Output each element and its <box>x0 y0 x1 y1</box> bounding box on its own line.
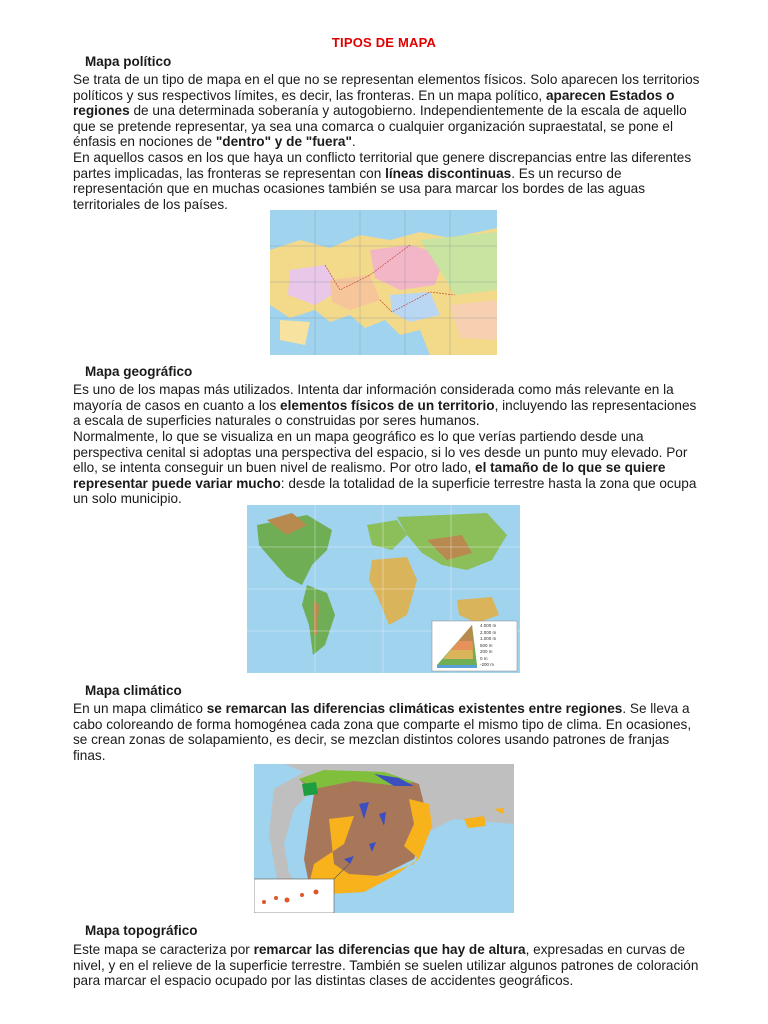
text-run: , incluyendo las representaciones a escala de superficies naturales o construidas por seres humanos. <box>73 397 697 429</box>
emphasis-text: se remarcan las diferencias climáticas existentes entre regiones <box>206 701 623 716</box>
document-title: TIPOS DE MAPA <box>331 35 437 50</box>
elevation-legend-labels <box>480 623 518 669</box>
legend-label: 1.000 m <box>480 636 497 641</box>
text-run: Este mapa se caracteriza por <box>73 942 254 957</box>
legend-label: -200 m <box>480 662 495 667</box>
emphasis-text: "dentro" y de "fuera" <box>215 134 352 150</box>
heading-mapa-geografico: Mapa geográfico <box>85 364 193 379</box>
text-run: . Se lleva a cabo coloreando de forma homogénea cada zona que comparte el mismo tipo de clima. En ocasiones, se crean zonas de solapamiento, es decir, se mezclan distintos colores usando patrones de franjas finas. <box>73 701 692 763</box>
political-map-image <box>270 210 497 355</box>
emphasis-text: el tamaño de lo que se quiere representar puede variar mucho <box>73 460 666 491</box>
text-run: Se trata de un tipo de mapa en el que no se representan elementos físicos. Solo aparecen los territorios políticos y sus respectivos límites, es decir, las fronteras. En un mapa político, <box>73 72 700 103</box>
legend-label: 0 m <box>480 655 488 661</box>
text-run: : desde la totalidad de la superficie terrestre hasta la zona que ocupa un solo municipio. <box>73 475 697 507</box>
heading-mapa-politico: Mapa político <box>85 54 172 69</box>
climate-map-image <box>254 764 514 913</box>
paragraph-geografico-2 <box>73 429 701 507</box>
physical-world-map-image <box>247 505 520 673</box>
legend-label: 500 m <box>480 642 493 648</box>
text-run: , expresadas en curvas de nivel, y en el relieve de la superficie terrestre. También se suelen utilizar algunos patrones de coloración para marcar el espacio ocupado por las distintas clases de accidentes geográficos. <box>73 942 699 989</box>
heading-mapa-climatico: Mapa climático <box>85 683 182 698</box>
legend-label: 4.000 m <box>480 623 497 628</box>
text-run: de una determinada soberanía y autogobierno. Independientemente de la escala de aquello que se pretende representar, ya sea una comarca o cualquier organización supraestatal, se pone el énfasis en nociones de <box>73 103 687 150</box>
paragraph-geografico-1 <box>73 382 701 429</box>
heading-mapa-topografico: Mapa topográfico <box>85 923 198 938</box>
text-run: Es uno de los mapas más utilizados. Intenta dar información considerada como más relevante en la mayoría de casos en cuanto a los <box>73 382 674 413</box>
text-run: En un mapa climático <box>73 701 207 716</box>
paragraph-politico-2 <box>73 150 701 212</box>
emphasis-text: aparecen Estados o regiones <box>73 87 675 119</box>
paragraph-topografico-1 <box>73 942 701 989</box>
paragraph-politico-1 <box>73 72 701 150</box>
emphasis-text: remarcar las diferencias que hay de altura <box>253 942 526 957</box>
text-run: En aquellos casos en los que haya un conflicto territorial que genere discrepancias entre las diferentes partes implicadas, las fronteras se representan con <box>73 150 692 181</box>
text-run: Normalmente, lo que se visualiza en un mapa geográfico es lo que verías partiendo desde una perspectiva cenital si adoptas una perspectiva del espacio, si lo ves desde un punto muy elevado. Por ello, se intenta conseguir un buen nivel de realismo. Por otro lado, <box>73 429 688 476</box>
text-run: . <box>351 134 356 150</box>
emphasis-text: líneas discontinuas <box>385 165 512 181</box>
legend-label: 200 m <box>480 649 493 654</box>
text-run: . Es un recurso de representación que en muchas ocasiones también se usa para marcar los bordes de las aguas territoriales de los países. <box>73 165 646 212</box>
paragraph-climatico-1 <box>73 701 701 763</box>
emphasis-text: elementos físicos de un territorio <box>280 397 495 413</box>
legend-label: 2.000 m <box>480 629 497 635</box>
